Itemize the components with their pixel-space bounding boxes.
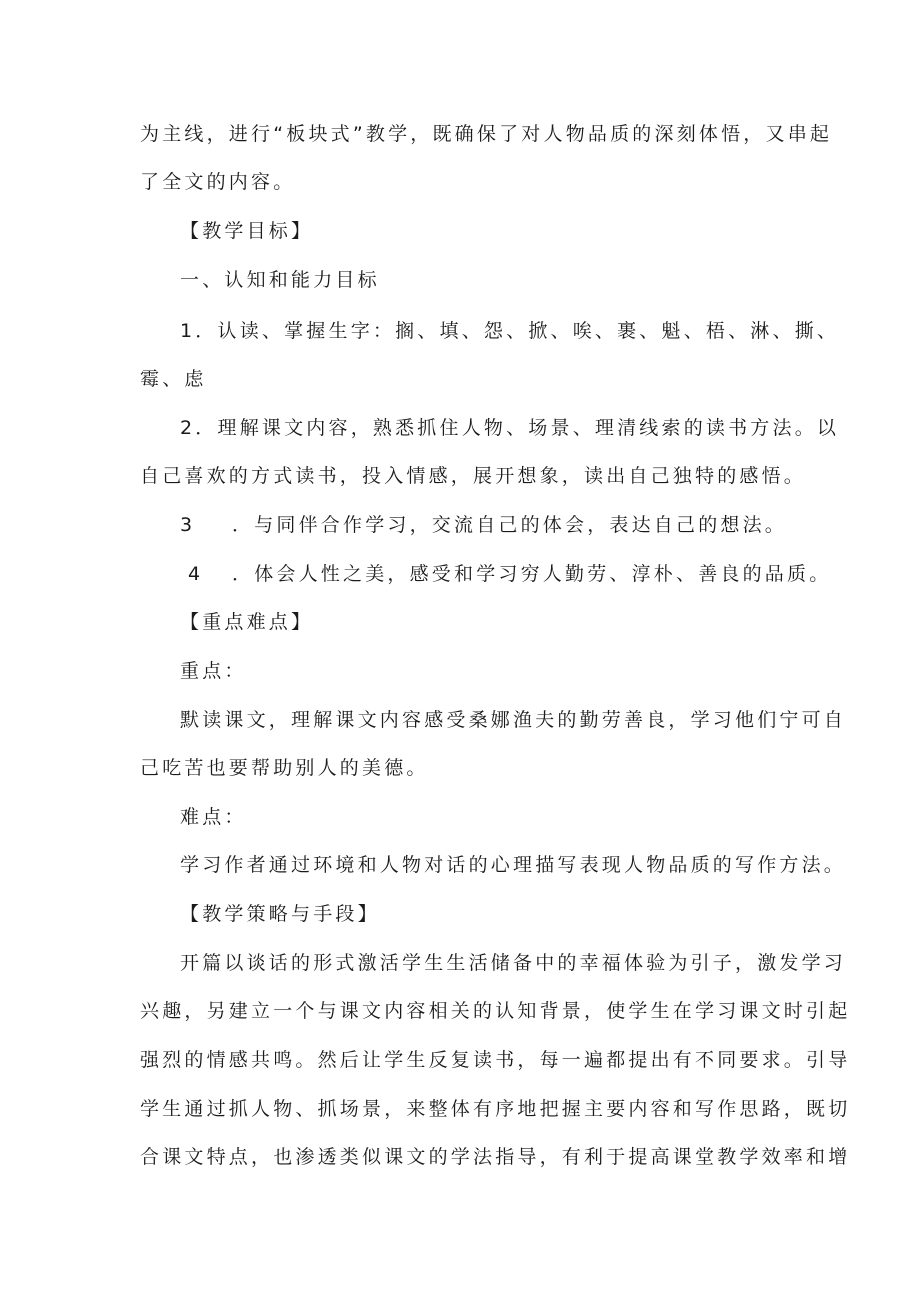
paragraph-line: 学生通过抓人物、抓场景，来整体有序地把握主要内容和写作思路，既切 xyxy=(140,1098,851,1120)
paragraph-line: 强烈的情感共鸣。然后让学生反复读书，每一遍都提出有不同要求。引导 xyxy=(140,1049,851,1071)
paragraph-line: 了全文的内容。 xyxy=(140,171,296,193)
paragraph-line: 默读课文，理解课文内容感受桑娜渔夫的勤劳善良，学习他们宁可自 xyxy=(180,709,847,731)
list-item-3: ．与同伴合作学习，交流自己的体会，表达自己的想法。 xyxy=(232,514,788,536)
list-item-3-number: 3 xyxy=(180,514,196,536)
section-heading-teaching-goals: 【教学目标】 xyxy=(180,220,314,242)
paragraph-line: 为主线，进行“板块式”教学，既确保了对人物品质的深刻体悟，又串起 xyxy=(140,123,833,145)
section-heading-teaching-strategy: 【教学策略与手段】 xyxy=(180,903,380,925)
list-item-4-number: 4 xyxy=(188,563,204,585)
section-heading-key-points: 【重点难点】 xyxy=(180,611,314,633)
list-item-2-continued: 自己喜欢的方式读书，投入情感，展开想象，读出自己独特的感悟。 xyxy=(140,465,807,487)
paragraph-line: 开篇以谈话的形式激活学生生活储备中的幸福体验为引子，激发学习 xyxy=(180,952,847,974)
label-key-point: 重点： xyxy=(180,660,247,682)
list-item-4: ．体会人性之美，感受和学习穷人勤劳、淳朴、善良的品质。 xyxy=(232,563,832,585)
paragraph-line: 合课文特点，也渗透类似课文的学法指导，有利于提高课堂教学效率和增 xyxy=(140,1146,851,1168)
list-item-1: 1．认读、掌握生字：搁、填、怨、掀、唉、裹、魁、梧、淋、撕、 xyxy=(180,320,840,342)
paragraph-line: 己吃苦也要帮助别人的美德。 xyxy=(140,757,429,779)
list-item-2: 2．理解课文内容，熟悉抓住人物、场景、理清线索的读书方法。以 xyxy=(180,417,840,439)
paragraph-line: 学习作者通过环境和人物对话的心理描写表现人物品质的写作方法。 xyxy=(180,854,847,876)
paragraph-line: 兴趣，另建立一个与课文内容相关的认知背景，使学生在学习课文时引起 xyxy=(140,1000,851,1022)
subheading-cognition-goals: 一、认知和能力目标 xyxy=(180,269,380,291)
list-item-1-continued: 霉、虑 xyxy=(140,368,207,390)
label-difficult-point: 难点： xyxy=(180,806,247,828)
